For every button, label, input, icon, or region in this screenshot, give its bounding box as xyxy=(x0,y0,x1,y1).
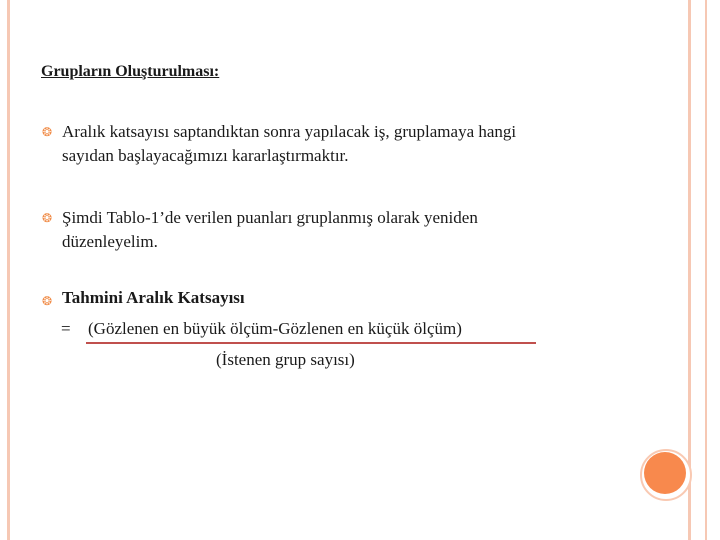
formula-equals-sign: = xyxy=(61,319,71,338)
bullet-item-2-line-1: Şimdi Tablo-1’de verilen puanları gruplanmış olarak yeniden xyxy=(62,208,478,227)
fraction-line xyxy=(86,342,536,344)
formula-denominator: (İstenen grup sayısı) xyxy=(216,350,355,369)
formula-numerator: (Gözlenen en büyük ölçüm-Gözlenen en küçük ölçüm) xyxy=(88,319,462,338)
sun-bullet-icon: ❂ xyxy=(42,125,53,139)
sun-bullet-icon: ❂ xyxy=(42,294,53,308)
sun-bullet-icon: ❂ xyxy=(42,211,53,225)
formula-title: Tahmini Aralık Katsayısı xyxy=(62,288,245,307)
right-frame-border-inner xyxy=(688,0,691,540)
bullet-item-1-line-1: Aralık katsayısı saptandıktan sonra yapılacak iş, gruplamaya hangi xyxy=(62,122,517,141)
bullet-item-2 xyxy=(62,206,622,254)
slide-heading: Grupların Oluşturulması: xyxy=(41,63,220,80)
decorative-circle xyxy=(644,452,686,494)
bullet-item-1 xyxy=(62,120,622,168)
bullet-item-1-line-2: sayıdan başlayacağımızı kararlaştırmaktır. xyxy=(62,146,349,165)
bullet-item-2-line-2: düzenleyelim. xyxy=(62,232,158,251)
right-frame-border-outer xyxy=(705,0,707,540)
left-frame-border xyxy=(7,0,10,540)
